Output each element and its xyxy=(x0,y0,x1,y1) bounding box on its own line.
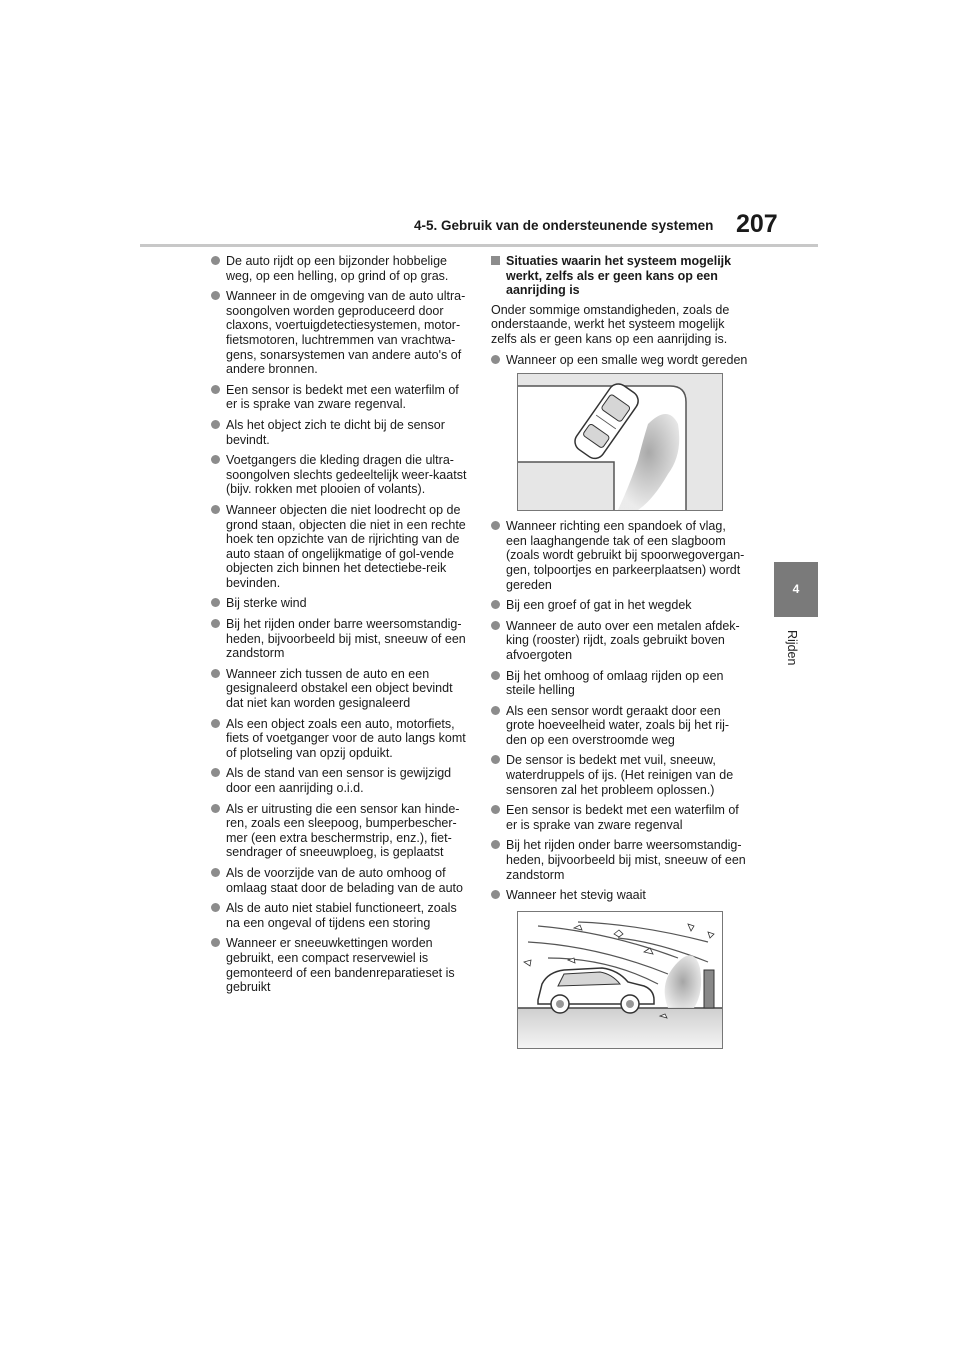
list-item-text: Bij het rijden onder barre weersomstandig-heden, bijvoorbeeld bij mist, sneeuw of een zandstorm xyxy=(226,617,466,661)
list-item xyxy=(211,866,469,895)
list-item-text: Als een sensor wordt geraakt door een grote hoeveelheid water, zoals bij het rij-den op een overstroomde weg xyxy=(506,703,730,747)
list-item xyxy=(211,503,469,591)
narrow-road-drawing xyxy=(518,374,722,510)
list-item-text: Bij het omhoog of omlaag rijden op een steile helling xyxy=(506,668,724,698)
list-item xyxy=(211,936,469,994)
bullet-dot-icon xyxy=(211,804,220,813)
list-item xyxy=(491,598,749,613)
narrow-road-illustration xyxy=(517,373,723,511)
bullet-dot-icon xyxy=(491,521,500,530)
bullet-dot-icon xyxy=(491,671,500,680)
bullet-dot-icon xyxy=(491,755,500,764)
list-item-text: Bij het rijden onder barre weersomstandig-heden, bijvoorbeeld bij mist, sneeuw of een zandstorm xyxy=(506,838,746,882)
list-item xyxy=(211,717,469,761)
bullet-dot-icon xyxy=(211,719,220,728)
list-item-text: Als de voorzijde van de auto omhoog of omlaag staat door de belading van de auto xyxy=(226,865,463,895)
page-number: 207 xyxy=(736,210,778,238)
bullet-dot-icon xyxy=(211,598,220,607)
list-item xyxy=(211,901,469,930)
list-item xyxy=(211,383,469,412)
list-item xyxy=(211,802,469,860)
list-item-text: De auto rijdt op een bijzonder hobbelige weg, op een helling, op grind of op gras. xyxy=(226,254,449,283)
bullet-dot-icon xyxy=(211,938,220,947)
list-item-text: Voetgangers die kleding dragen die ultra-soongolven slechts gedeeltelijk weer-kaatst (bijv. rokken met plooien of volants). xyxy=(226,453,467,497)
list-item-text: Wanneer richting een spandoek of vlag, een laaghangende tak of een slagboom (zoals wordt gebruikt bij spoorwegovergan-gen, tolpoortjes en parkeerplaatsen) wordt gereden xyxy=(506,519,745,592)
bullet-dot-icon xyxy=(211,455,220,464)
list-item xyxy=(211,254,469,283)
bullet-dot-icon xyxy=(491,706,500,715)
section-title: 4-5. Gebruik van de ondersteunende systemen xyxy=(414,218,714,233)
bullet-dot-icon xyxy=(211,505,220,514)
list-item xyxy=(491,704,749,748)
list-item-text: Wanneer de auto over een metalen afdek-king (rooster) rijdt, zoals gebruikt boven afvoergoten xyxy=(506,618,740,662)
section-heading-text: Situaties waarin het systeem mogelijk werkt, zelfs als er geen kans op een aanrijding is xyxy=(506,254,732,298)
list-item-text: Bij een groef of gat in het wegdek xyxy=(506,598,692,613)
bullet-dot-icon xyxy=(491,600,500,609)
list-item-text: Wanneer op een smalle weg wordt gereden xyxy=(506,352,748,367)
list-item xyxy=(211,617,469,661)
section-heading xyxy=(491,254,749,298)
bullet-dot-icon xyxy=(211,291,220,300)
bullet-dot-icon xyxy=(491,840,500,849)
list-item-text: Als er uitrusting die een sensor kan hinde-ren, zoals een sleepoog, bumperbescher-mer (een extra beschermstrip, enz.), fiet-sendrager of sneeuwploeg, is geplaatst xyxy=(226,801,460,860)
list-item xyxy=(491,888,749,903)
list-item xyxy=(491,353,749,368)
bullet-dot-icon xyxy=(491,355,500,364)
bullet-dot-icon xyxy=(491,890,500,899)
bullet-dot-icon xyxy=(211,385,220,394)
list-item xyxy=(211,766,469,795)
chapter-tab[interactable]: 4 xyxy=(774,562,818,617)
bullet-dot-icon xyxy=(211,619,220,628)
list-item-text: Een sensor is bedekt met een waterfilm of er is sprake van zware regenval xyxy=(506,803,739,832)
bullet-dot-icon xyxy=(211,420,220,429)
list-item-text: Bij sterke wind xyxy=(226,596,307,611)
list-item-text: Wanneer zich tussen de auto en een gesignaleerd obstakel een object bevindt dat niet kan worden gesignaleerd xyxy=(226,666,453,711)
list-item-text: Wanneer in de omgeving van de auto ultra-soongolven worden geproduceerd door claxons, voertuigdetectiesystemen, motor-fietsmotoren, luchtremmen van vrachtwa-gens, sonarsystemen van andere auto's of andere bronnen. xyxy=(226,289,466,377)
chapter-label: Rijden xyxy=(785,630,799,666)
list-item xyxy=(491,669,749,698)
strong-wind-drawing xyxy=(518,912,722,1048)
list-item-text: Als de stand van een sensor is gewijzigd door een aanrijding o.i.d. xyxy=(226,766,452,795)
bullet-dot-icon xyxy=(211,768,220,777)
section-square-icon xyxy=(491,256,500,265)
bullet-dot-icon xyxy=(211,669,220,678)
list-item xyxy=(491,619,749,663)
bullet-dot-icon xyxy=(491,805,500,814)
list-item xyxy=(491,519,749,592)
list-item-text: Een sensor is bedekt met een waterfilm of er is sprake van zware regenval. xyxy=(226,382,459,412)
list-item-text: Wanneer het stevig waait xyxy=(506,888,646,903)
list-item-text: Wanneer objecten die niet loodrecht op de grond staan, objecten die niet in een rechte hoek ten opzichte van de rijrichting van de auto staan of ongelijkmatige of gol-vende objecten zich binnen het detectiebe-reik bevinden. xyxy=(226,502,466,590)
bullet-dot-icon xyxy=(211,903,220,912)
list-item xyxy=(211,667,469,711)
bullet-dot-icon xyxy=(491,621,500,630)
left-column xyxy=(211,254,469,1001)
header-rule xyxy=(140,244,818,247)
bullet-dot-icon xyxy=(211,256,220,265)
list-item-text: Als het object zich te dicht bij de sensor bevindt. xyxy=(226,417,445,447)
list-item-text: Als een object zoals een auto, motorfiets, fiets of voetganger voor de auto langs komt of plotseling van opzij opduikt. xyxy=(226,716,466,760)
list-item xyxy=(211,596,469,611)
list-item xyxy=(211,418,469,447)
intro-paragraph: Onder sommige omstandigheden, zoals de onderstaande, werkt het systeem mogelijk zelfs als er geen kans op een aanrijding is. xyxy=(491,302,730,346)
right-column xyxy=(491,254,749,1049)
list-item-text: De sensor is bedekt met vuil, sneeuw, waterdruppels of ijs. (Het reinigen van de sensoren zal het probleem oplossen.) xyxy=(506,753,734,797)
list-item xyxy=(211,453,469,497)
list-item xyxy=(491,838,749,882)
list-item-text: Wanneer er sneeuwkettingen worden gebruikt, een compact reservewiel is gemonteerd of een bandenreparatieset is gebruikt xyxy=(226,936,455,995)
list-item xyxy=(491,753,749,797)
list-item xyxy=(211,289,469,377)
bullet-dot-icon xyxy=(211,868,220,877)
list-item xyxy=(491,803,749,832)
list-item-text: Als de auto niet stabiel functioneert, zoals na een ongeval of tijdens een storing xyxy=(226,901,457,930)
strong-wind-illustration xyxy=(517,911,723,1049)
